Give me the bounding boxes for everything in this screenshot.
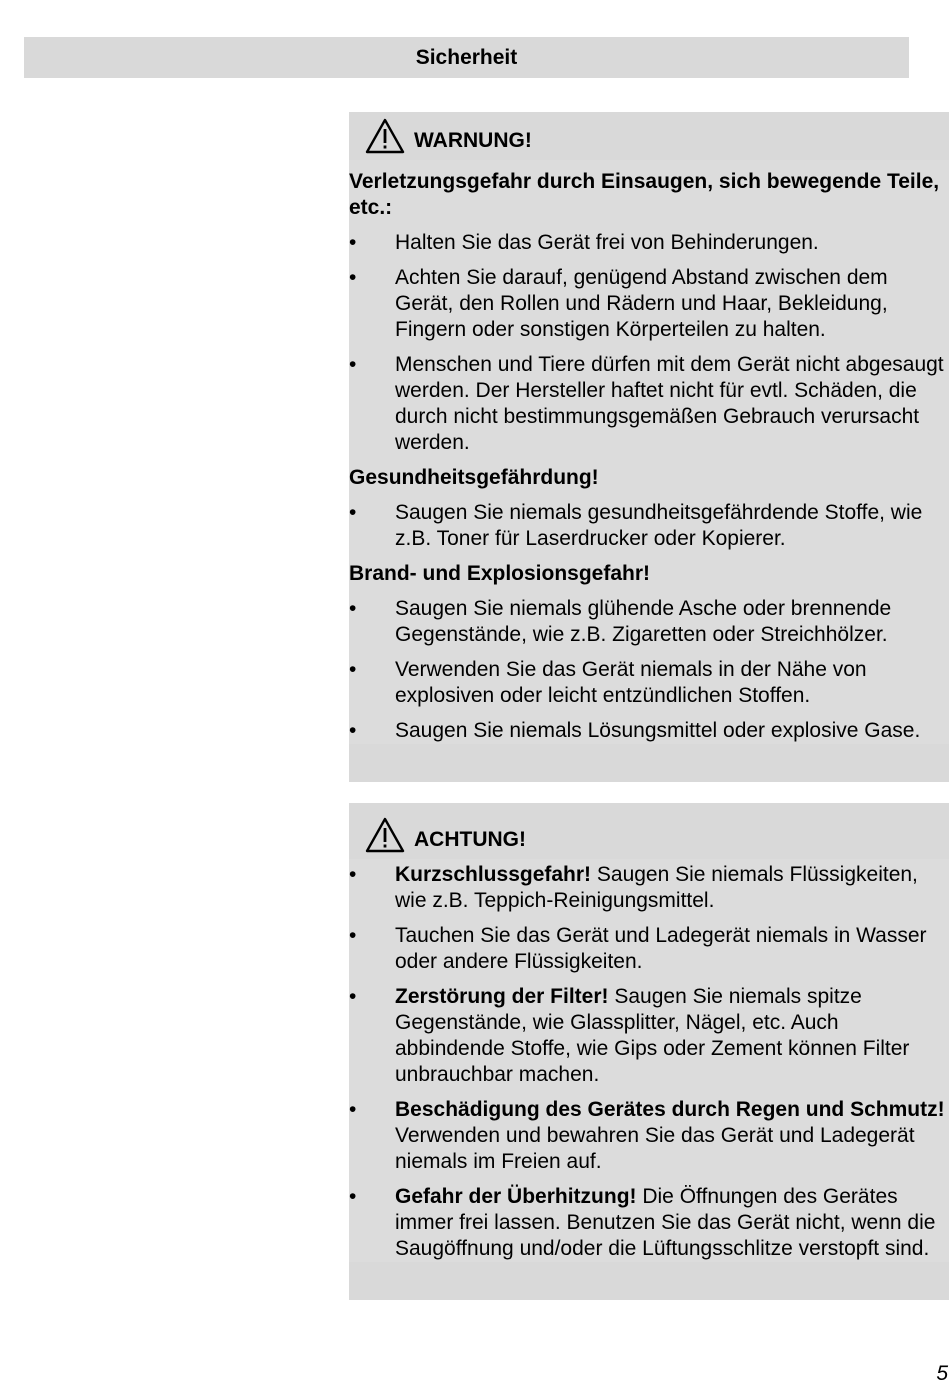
section-title: Sicherheit (415, 45, 518, 69)
bullet: • (349, 501, 357, 524)
section-header (24, 37, 909, 78)
list-item: • Kurzschlussgefahr! Saugen Sie niemals Flüssigkeiten, wie z.B. Teppich-Reinigungsmittel. (349, 863, 918, 912)
list-item: • Menschen und Tiere dürfen mit dem Gerät nicht abgesaugt werden. Der Hersteller haftet nicht für evtl. Schäden, die durch nicht bestimmungsgemäßen Gebrauch verursacht werden. (349, 353, 944, 454)
warning-heading-injury: Verletzungsgefahr durch Einsaugen, sich bewegende Teile, etc.: (349, 170, 940, 219)
warning-triangle-icon (365, 118, 405, 154)
list-item: • Halten Sie das Gerät frei von Behinderungen. (349, 231, 819, 254)
list-item: • Saugen Sie niemals gesundheitsgefährdende Stoffe, wie z.B. Toner für Laserdrucker oder Kopierer. (349, 501, 923, 550)
list-item: • Saugen Sie niemals Lösungsmittel oder explosive Gase. (349, 719, 921, 742)
list-item: • Achten Sie darauf, genügend Abstand zwischen dem Gerät, den Rollen und Rädern und Haar, Bekleidung, Fingern oder sonstigen Körperteilen zu halten. (349, 266, 888, 341)
bullet: • (349, 985, 357, 1008)
bullet: • (349, 353, 357, 376)
bullet: • (349, 863, 357, 886)
warning-box (349, 112, 949, 782)
warning-body (349, 160, 949, 744)
list-item: • Beschädigung des Gerätes durch Regen und Schmutz! Verwenden und bewahren Sie das Gerät und Ladegerät niemals im Freien auf. (349, 1098, 945, 1173)
caution-header (349, 803, 949, 859)
list-item: • Verwenden Sie das Gerät niemals in der Nähe von explosiven oder leicht entzündlichen Stoffen. (349, 658, 867, 707)
page-number: 5 (936, 1362, 948, 1385)
caution-body (349, 859, 949, 1262)
bullet: • (349, 719, 357, 742)
caution-box (349, 803, 949, 1300)
bullet: • (349, 658, 357, 681)
warning-heading-fire: Brand- und Explosionsgefahr! (349, 562, 651, 585)
list-item: • Saugen Sie niemals glühende Asche oder brennende Gegenstände, wie z.B. Zigaretten oder Streichhölzer. (349, 597, 892, 646)
warning-title: WARNUNG! (414, 129, 532, 152)
list-item: • Gefahr der Überhitzung! Die Öffnungen des Gerätes immer frei lassen. Benutzen Sie das Gerät nicht, wenn die Saugöffnung und/oder die Lüftungsschlitze verstopft sind. (349, 1185, 936, 1260)
bullet: • (349, 597, 357, 620)
bullet: • (349, 266, 357, 289)
warning-triangle-icon (365, 817, 405, 853)
bullet: • (349, 924, 357, 947)
caution-title: ACHTUNG! (414, 828, 526, 851)
warning-header (349, 112, 949, 160)
list-item: • Zerstörung der Filter! Saugen Sie niemals spitze Gegenstände, wie Glassplitter, Nägel, etc. Auch abbindende Stoffe, wie Gips oder Zement können Filter unbrauchbar machen. (349, 985, 910, 1086)
bullet: • (349, 1185, 357, 1208)
list-item: • Tauchen Sie das Gerät und Ladegerät niemals in Wasser oder andere Flüssigkeiten. (349, 924, 927, 973)
bullet: • (349, 1098, 357, 1121)
warning-heading-health: Gesundheitsgefährdung! (349, 466, 599, 489)
bullet: • (349, 231, 357, 254)
